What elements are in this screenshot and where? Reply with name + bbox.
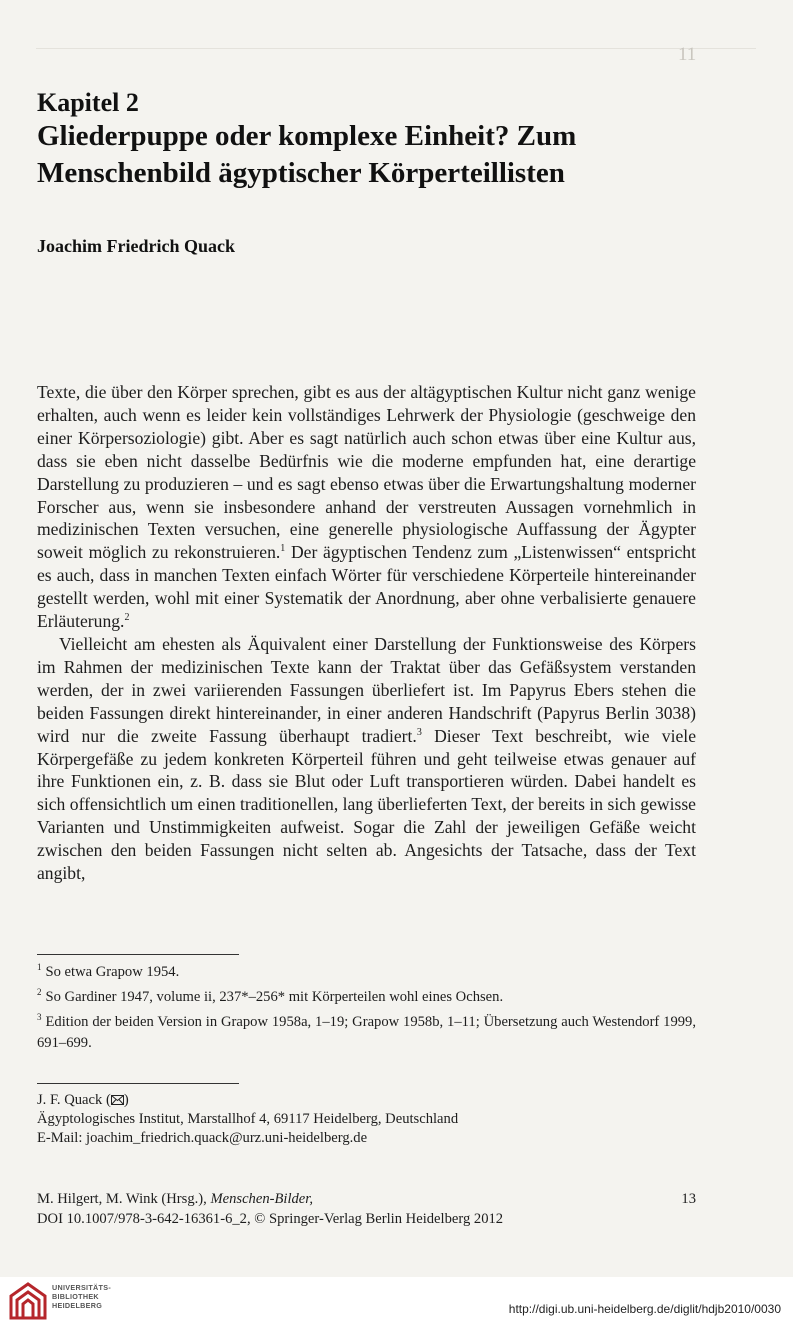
citation-editors: M. Hilgert, M. Wink (Hrsg.), <box>37 1191 211 1207</box>
envelope-icon[interactable] <box>111 1092 124 1102</box>
address-divider <box>37 1083 239 1084</box>
logo-line: UNIVERSITÄTS- <box>52 1283 112 1292</box>
citation-block <box>37 1189 696 1229</box>
footnotes <box>37 962 696 1058</box>
bleed-through-page-number: 11 <box>678 44 697 65</box>
footnote-2 <box>37 987 696 1008</box>
logo-line: BIBLIOTHEK <box>52 1292 99 1301</box>
author-address <box>37 1091 458 1148</box>
address-name-close: ) <box>123 1092 129 1108</box>
address-name-line <box>37 1091 458 1110</box>
paragraph-text: Dieser Text beschreibt, wie viele Körpergefäße zu jedem konkreten Körperteil führen und geht teilweise etwas genauer auf ihre Funktionen ein, z. B. dass sie Blut oder Luft transportieren würden. Dabei handelt es sich offensichtlich um einen traditionellen, lang überlieferten Text, der bereits in sich gewisse Varianten und Unstimmigkeiten aufweist. Sogar die Zahl der jeweiligen Gefäße weicht zwischen den beiden Fassungen nicht selten ab. Angesichts der Tatsache, dass der Text angibt, <box>37 725 697 884</box>
footnote-3 <box>37 1012 696 1054</box>
address-institute: Ägyptologisches Institut, Marstallhof 4, 69117 Heidelberg, Deutschland <box>37 1111 459 1127</box>
footnote-1 <box>37 962 696 983</box>
footnote-ref-3[interactable]: 3 <box>416 726 422 738</box>
address-name: J. F. Quack ( <box>37 1092 111 1108</box>
chapter-label: Kapitel 2 <box>37 88 139 117</box>
paragraph-text: Der ägyptischen Tendenz zum „Listenwissen“ entspricht es auch, dass in manchen Texten einfach Wörter für verschiedene Körperteile hintereinander gestellt werden, wohl mit einer Systematik der Anordnung, aber ohne verbalisierte genauere Erläuterung. <box>37 542 696 632</box>
citation-line-1 <box>37 1189 696 1209</box>
citation-doi[interactable]: DOI 10.1007/978-3-642-16361-6_2, © Springer-Verlag Berlin Heidelberg 2012 <box>37 1211 504 1227</box>
logo-line: HEIDELBERG <box>52 1301 103 1310</box>
source-url-link[interactable]: http://digi.ub.uni-heidelberg.de/diglit/hdjb2010/0030 <box>508 1302 781 1316</box>
bleed-through-rule <box>36 48 756 49</box>
footnote-text: So etwa Grapow 1954. <box>45 964 180 980</box>
paragraph-2 <box>37 633 696 885</box>
page-number: 13 <box>681 1191 696 1207</box>
address-email[interactable]: E-Mail: joachim_friedrich.quack@urz.uni-heidelberg.de <box>37 1130 368 1146</box>
body-text <box>37 381 696 885</box>
paragraph-text: Vielleicht am ehesten als Äquivalent einer Darstellung der Funktionsweise des Körpers im Rahmen der medizinischen Texte kann der Traktat über das Gefäßsystem verstanden werden, der in zwei variierenden Fassungen überliefert ist. Im Papyrus Ebers stehen die beiden Fassungen direkt hintereinander, in einer anderen Handschrift (Papyrus Berlin 3038) wird nur die zweite Fassung überhaupt tradiert. <box>37 633 696 746</box>
footnote-number: 3 <box>37 1012 42 1022</box>
footnote-ref-1[interactable]: 1 <box>280 543 286 555</box>
author-name: Joachim Friedrich Quack <box>37 236 235 256</box>
chapter-title: Gliederpuppe oder komplexe Einheit? Zum Menschenbild ägyptischer Körperteillisten <box>37 120 577 189</box>
university-library-logo-icon[interactable] <box>8 1281 48 1321</box>
footnote-number: 2 <box>37 987 42 997</box>
university-library-logo-text <box>52 1283 111 1310</box>
citation-book-title: Menschen-Bilder, <box>210 1191 313 1207</box>
paragraph-1 <box>37 381 696 633</box>
footnote-number: 1 <box>37 962 42 972</box>
footnote-ref-2[interactable]: 2 <box>124 612 130 624</box>
footnote-divider <box>37 954 239 955</box>
footnote-text: Edition der beiden Version in Grapow 1958a, 1–19; Grapow 1958b, 1–11; Übersetzung auch Westendorf 1999, 691–699. <box>37 1014 696 1051</box>
footnote-text: So Gardiner 1947, volume ii, 237*–256* mit Körperteilen wohl eines Ochsen. <box>45 989 504 1005</box>
paragraph-text: Texte, die über den Körper sprechen, gibt es aus der altägyptischen Kultur nicht ganz wenige erhalten, auch wenn es leider kein vollständiges Lehrwerk der Physiologie (geschweige den einer Körpersoziologie) gibt. Aber es sagt natürlich auch schon etwas über eine Kultur aus, dass sie eben nicht dasselbe Bedürfnis wie die moderne empfunden hat, eine derartige Darstellung zu produzieren – und es sagt ebenso etwas über die Erwartungshaltung moderner Forscher aus, wenn sie insbesondere anhand der verstreuten Aussagen vornehmlich in medizinischen Texten versuchen, eine generelle physiologische Auffassung der Ägypter soweit möglich zu rekonstruieren. <box>37 382 696 563</box>
